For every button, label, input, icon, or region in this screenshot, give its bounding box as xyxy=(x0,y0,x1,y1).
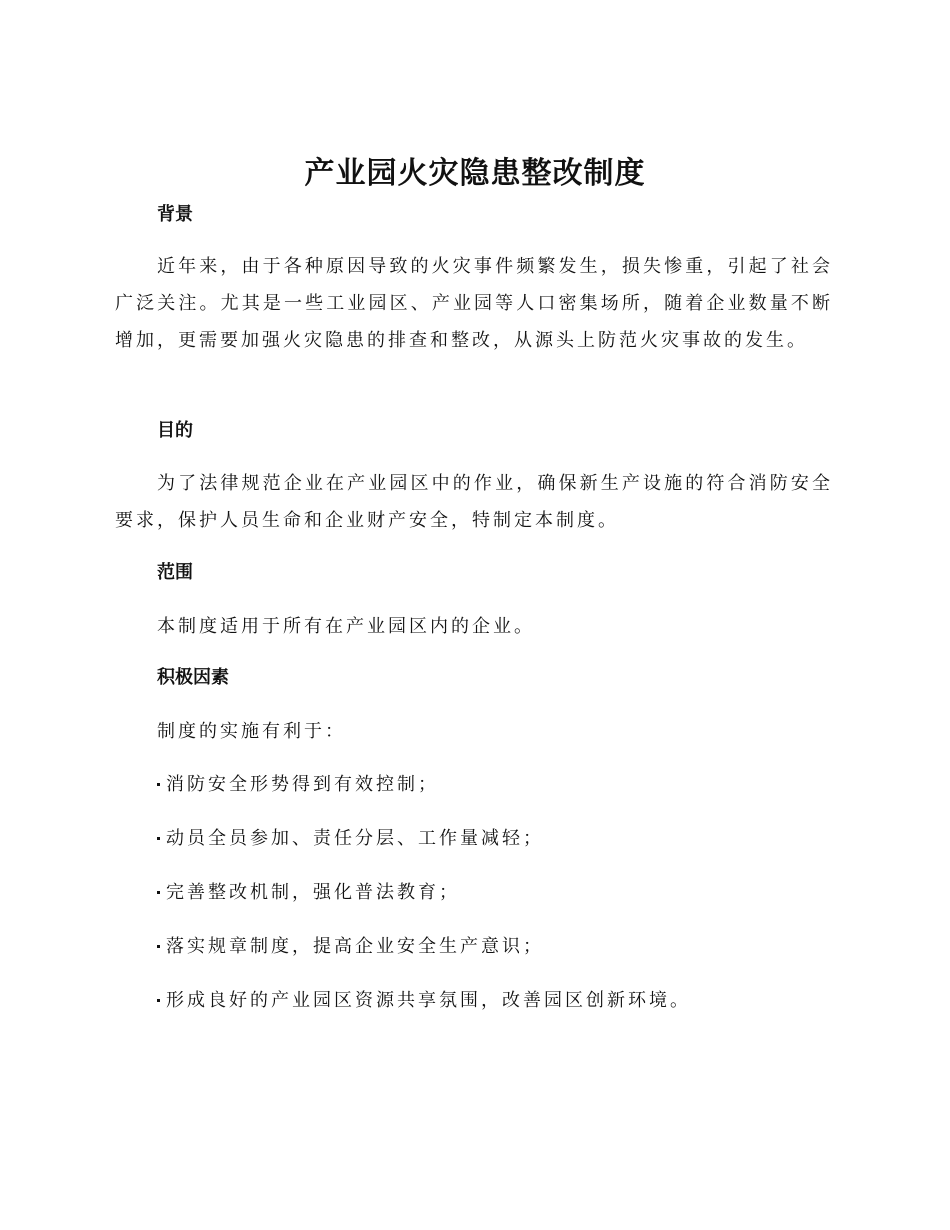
document-title: 产业园火灾隐患整改制度 xyxy=(304,156,646,191)
section-text-background: 近年来，由于各种原因导致的火灾事件频繁发生，损失惨重，引起了社会广泛关注。尤其是一些工业园区、产业园等人口密集场所，随着企业数量不断增加，更需要加强火灾隐患的排查和整改，从源头上防范火灾事故的发生。 xyxy=(115,256,833,351)
list-item-text: 消防安全形势得到有效控制； xyxy=(166,774,439,795)
section-heading-benefits: 积极因素 xyxy=(157,667,229,688)
list-item xyxy=(157,934,544,960)
section-heading-background: 背景 xyxy=(157,204,193,225)
bullet-icon xyxy=(157,837,160,840)
list-item xyxy=(157,880,460,906)
list-item-text: 落实规章制度，提高企业安全生产意识； xyxy=(166,936,544,957)
section-text-purpose: 为了法律规范企业在产业园区中的作业，确保新生产设施的符合消防安全要求，保护人员生命和企业财产安全，特制定本制度。 xyxy=(115,473,833,531)
list-item xyxy=(157,772,439,798)
bullet-icon xyxy=(157,783,160,786)
bullet-icon xyxy=(157,945,160,948)
list-item-text: 形成良好的产业园区资源共享氛围，改善园区创新环境。 xyxy=(166,990,691,1011)
list-item-text: 完善整改机制，强化普法教育； xyxy=(166,882,460,903)
list-item xyxy=(157,826,544,852)
section-heading-purpose: 目的 xyxy=(157,420,193,441)
list-item-text: 动员全员参加、责任分层、工作量减轻； xyxy=(166,828,544,849)
bullet-icon xyxy=(157,999,160,1002)
section-text-scope: 本制度适用于所有在产业园区内的企业。 xyxy=(157,616,535,637)
benefits-intro: 制度的实施有利于： xyxy=(157,721,346,742)
bullet-icon xyxy=(157,891,160,894)
list-item xyxy=(157,988,691,1014)
section-heading-scope: 范围 xyxy=(157,562,193,583)
